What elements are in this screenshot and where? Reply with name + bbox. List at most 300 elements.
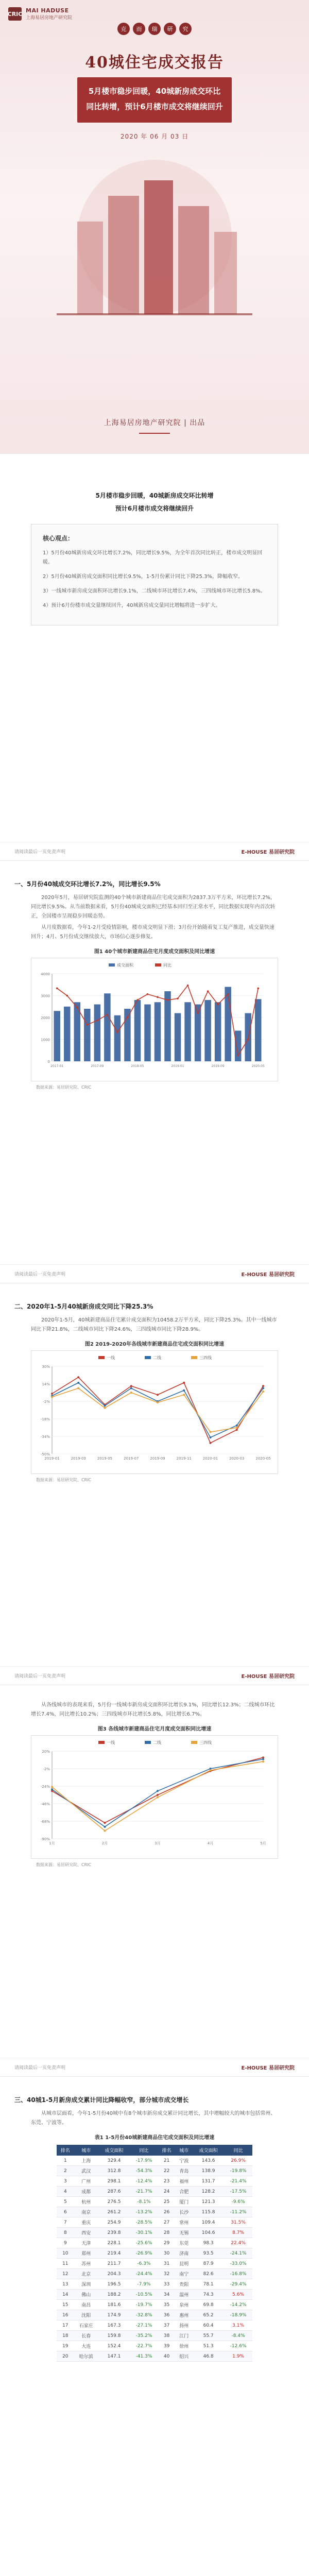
data-point xyxy=(183,1394,185,1396)
page-header xyxy=(0,1685,309,1700)
x-tick-label: 2019-01 xyxy=(44,1456,60,1461)
x-tick-label: 2017-01 xyxy=(50,1064,64,1068)
table-cell: 26.9% xyxy=(224,2156,252,2166)
legend-label: 二线 xyxy=(153,1355,161,1360)
data-point xyxy=(130,1387,132,1389)
page-section-2 xyxy=(0,1283,309,1685)
data-point xyxy=(157,1401,159,1403)
table-cell: 329.4 xyxy=(98,2156,130,2166)
table-cell: 35 xyxy=(158,2300,176,2310)
data-point xyxy=(96,1020,98,1022)
page-footer xyxy=(0,842,309,860)
bar xyxy=(134,1000,141,1061)
table-cell: -7.9% xyxy=(130,2279,158,2290)
bar xyxy=(94,1005,100,1062)
table-row xyxy=(57,2238,252,2248)
page-footer xyxy=(0,2058,309,2076)
table-cell: 重庆 xyxy=(74,2217,98,2228)
table-row xyxy=(57,2248,252,2259)
table-cell: 成都 xyxy=(74,2187,98,2197)
table-cell: 131.7 xyxy=(193,2176,224,2187)
legend-label: 一线 xyxy=(107,1355,115,1360)
legend-swatch xyxy=(145,1741,151,1744)
table-cell: 哈尔滨 xyxy=(74,2351,98,2362)
table-cell: 204.3 xyxy=(98,2269,130,2279)
table-cell: 98.3 xyxy=(193,2238,224,2248)
table-cell: 大连 xyxy=(74,2341,98,2351)
bar xyxy=(184,1002,191,1061)
figure-source: 数据来源：易居研究院、CRIC xyxy=(36,1862,92,1867)
data-point xyxy=(136,999,139,1001)
data-point xyxy=(66,995,68,997)
table-cell: 239.8 xyxy=(98,2228,130,2238)
table-cell: 6 xyxy=(57,2207,74,2217)
table-body xyxy=(57,2156,252,2362)
data-point xyxy=(157,1797,159,1799)
table-cell: 东莞 xyxy=(175,2238,193,2248)
y-tick-label: -2% xyxy=(43,1767,50,1771)
data-point xyxy=(177,997,179,999)
table-cell: 25 xyxy=(158,2197,176,2207)
footer-brand: E-HOUSE 易居研究院 xyxy=(241,850,295,855)
x-tick-label: 2020-05 xyxy=(251,1064,265,1068)
table-cell: 贵阳 xyxy=(175,2279,193,2290)
series-line xyxy=(52,1759,263,1826)
figure-title: 图3 各线城市新建商品住宅月度成交面积同比增速 xyxy=(97,1726,212,1732)
table-cell: 杭州 xyxy=(74,2197,98,2207)
table-row xyxy=(57,2166,252,2176)
bar xyxy=(255,999,261,1061)
table-cell: 徐州 xyxy=(175,2341,193,2351)
table-cell: -9.6% xyxy=(224,2197,252,2207)
table-cell: -33.0% xyxy=(224,2259,252,2269)
table-cell: -19.8% xyxy=(224,2166,252,2176)
table-cell: 128.2 xyxy=(193,2187,224,2197)
table-cell: 298.1 xyxy=(98,2176,130,2187)
table-cell: 33 xyxy=(158,2279,176,2290)
x-tick-label: 4月 xyxy=(207,1841,214,1845)
table-cell: 74.3 xyxy=(193,2290,224,2300)
y-tick-label: -18% xyxy=(40,1417,50,1421)
legend-swatch xyxy=(191,1741,197,1744)
table-cell: 14 xyxy=(57,2290,74,2300)
data-point xyxy=(104,1830,106,1832)
data-point xyxy=(157,996,159,998)
data-point xyxy=(76,1006,78,1008)
table-cell: 78.1 xyxy=(193,2279,224,2290)
table-cell: 1.9% xyxy=(224,2351,252,2362)
table-cell: 152.4 xyxy=(98,2341,130,2351)
table-cell: 28 xyxy=(158,2228,176,2238)
figure-title: 图1 40个城市新建商品住宅月度成交面积及同比增速 xyxy=(94,949,215,955)
data-point xyxy=(56,988,58,990)
table-cell: 4 xyxy=(57,2187,74,2197)
cover xyxy=(0,0,309,453)
table-cell: 211.7 xyxy=(98,2259,130,2269)
page-header xyxy=(0,1283,309,1298)
legend-swatch xyxy=(109,963,115,967)
table-cell: -12.4% xyxy=(130,2176,158,2187)
data-point xyxy=(104,1826,106,1828)
table-row xyxy=(57,2156,252,2166)
footer-brand: E-HOUSE 易居研究院 xyxy=(241,1674,295,1680)
table-cell: 7 xyxy=(57,2217,74,2228)
table-cell: 287.6 xyxy=(98,2187,130,2197)
table-header-row xyxy=(57,2145,252,2156)
table-row xyxy=(57,2176,252,2187)
chart-3-svg xyxy=(31,1736,279,1859)
x-tick-label: 2019-01 xyxy=(171,1064,184,1068)
cover-illustration xyxy=(36,149,273,335)
table-header-cell: 排名 xyxy=(57,2145,74,2156)
bar xyxy=(235,1031,241,1062)
y-tick-label: -46% xyxy=(40,1802,50,1806)
figure-title: 图2 2019-2020年各线城市新建商品住宅成交面积同比增速 xyxy=(84,1342,225,1347)
table-cell: -22.7% xyxy=(130,2341,158,2351)
table-cell: 15 xyxy=(57,2300,74,2310)
table-cell: -27.1% xyxy=(130,2320,158,2331)
bar xyxy=(54,1011,60,1061)
table-cell: 泉州 xyxy=(175,2300,193,2310)
table-cell: 31 xyxy=(158,2259,176,2269)
table-cell: 109.4 xyxy=(193,2217,224,2228)
table-cell: 22.4% xyxy=(224,2238,252,2248)
section-heading: 一、5月份40城成交环比增长7.2%，同比增长9.5% xyxy=(14,880,161,888)
logo-subtitle: 上海易居房地产研究院 xyxy=(26,15,73,21)
table-cell: 济南 xyxy=(175,2248,193,2259)
paragraph: 2020年1-5月，40城新建商品住宅累计成交面积为10458.2万平方米，同比下降25.3%。其中一线城市同比下降21.8%，二线城市同比下降24.6%，三四线城市同比下降28.9%。 xyxy=(31,1317,277,1332)
data-point xyxy=(167,999,169,1001)
data-point xyxy=(217,1004,219,1006)
page-section-3 xyxy=(0,1685,309,2076)
table-cell: 长沙 xyxy=(175,2207,193,2217)
table-cell: 27 xyxy=(158,2217,176,2228)
legend-label: 一线 xyxy=(107,1740,115,1745)
y-tick-label: 30% xyxy=(42,1365,50,1369)
summary-title: 核心观点： xyxy=(43,535,74,542)
table-cell: 167.3 xyxy=(98,2320,130,2331)
table-cell: 36 xyxy=(158,2310,176,2320)
table-cell: -14.2% xyxy=(224,2300,252,2310)
data-point xyxy=(157,1794,159,1796)
table-cell: 绍兴 xyxy=(175,2351,193,2362)
series-badges xyxy=(117,23,192,35)
data-point xyxy=(127,1016,129,1019)
figure-source: 数据来源：易居研究院、CRIC xyxy=(36,1085,92,1090)
report-heading: 5月楼市稳步回暖，40城新房成交环比转增 xyxy=(95,492,214,499)
y-tick-label: 1000 xyxy=(41,1038,50,1042)
y-tick-label: -68% xyxy=(40,1820,50,1824)
table-cell: -21.4% xyxy=(224,2176,252,2187)
legend-label: 三四线 xyxy=(199,1740,212,1745)
table-cell: 104.6 xyxy=(193,2228,224,2238)
table-cell: 江门 xyxy=(175,2331,193,2341)
data-point xyxy=(197,1012,199,1014)
data-point xyxy=(210,1436,212,1438)
table-cell: 51.3 xyxy=(193,2341,224,2351)
data-point xyxy=(262,1760,264,1762)
table-cell: -10.5% xyxy=(130,2290,158,2300)
table-cell: 38 xyxy=(158,2331,176,2341)
bar xyxy=(215,1002,221,1061)
table-cell: 常州 xyxy=(175,2217,193,2228)
y-tick-label: 14% xyxy=(42,1382,50,1386)
figure-source: 数据来源：易居研究院、CRIC xyxy=(36,1478,92,1482)
table-cell: 沈阳 xyxy=(74,2310,98,2320)
data-point xyxy=(262,1391,264,1393)
bar xyxy=(225,987,231,1062)
disclaimer-note: 请阅读最后一页免责声明 xyxy=(14,1272,66,1277)
table-cell: -24.4% xyxy=(130,2269,158,2279)
table-cell: 5 xyxy=(57,2197,74,2207)
y-tick-label: -2% xyxy=(43,1400,50,1404)
data-point xyxy=(157,1790,159,1792)
table-header-cell: 同比 xyxy=(224,2145,252,2156)
disclaimer-note: 请阅读最后一页免责声明 xyxy=(14,1674,66,1679)
table-row xyxy=(57,2279,252,2290)
table-cell: 21 xyxy=(158,2156,176,2166)
table-cell: 郑州 xyxy=(74,2248,98,2259)
table-cell: 佛山 xyxy=(74,2290,98,2300)
table-cell: 深圳 xyxy=(74,2279,98,2290)
table-cell: 福州 xyxy=(175,2176,193,2187)
data-point xyxy=(210,1431,212,1433)
table-cell: 广州 xyxy=(74,2176,98,2187)
table-row xyxy=(57,2269,252,2279)
y-tick-label: 4000 xyxy=(41,972,50,976)
series-badge: 克 xyxy=(117,23,130,35)
section-heading: 二、2020年1-5月40城新房成交同比下降25.3% xyxy=(14,1303,153,1310)
table-cell: 南宁 xyxy=(175,2269,193,2279)
table-row xyxy=(57,2259,252,2269)
table-cell: 174.9 xyxy=(98,2310,130,2320)
table-cell: 扬州 xyxy=(175,2320,193,2331)
table-cell: 北京 xyxy=(74,2269,98,2279)
bar xyxy=(154,1002,161,1061)
data-point xyxy=(104,1822,106,1824)
legend-label: 二线 xyxy=(153,1740,161,1745)
page-footer xyxy=(0,1264,309,1283)
page-header xyxy=(0,454,309,468)
data-point xyxy=(187,985,189,987)
table-cell: 138.9 xyxy=(193,2166,224,2176)
legend-swatch xyxy=(98,1741,105,1744)
bar xyxy=(104,993,110,1061)
table-cell: 16 xyxy=(57,2310,74,2320)
table-header-cell: 排名 xyxy=(158,2145,176,2156)
y-tick-label: -90% xyxy=(40,1837,50,1841)
data-point xyxy=(130,1392,132,1394)
data-point xyxy=(104,1405,106,1407)
data-point xyxy=(183,1382,185,1384)
x-tick-label: 2019-09 xyxy=(150,1456,165,1461)
table-cell: 南昌 xyxy=(74,2300,98,2310)
series-badge: 研 xyxy=(164,23,176,35)
bar xyxy=(84,1009,90,1061)
table-cell: 65.2 xyxy=(193,2310,224,2320)
table-cell: 13 xyxy=(57,2279,74,2290)
table-cell: 1 xyxy=(57,2156,74,2166)
table-row xyxy=(57,2290,252,2300)
data-point xyxy=(77,1382,79,1384)
footer-brand: E-HOUSE 易居研究院 xyxy=(241,1272,295,1278)
data-point xyxy=(77,1376,79,1378)
report-title: 40城住宅成交报告 xyxy=(85,54,224,72)
table-cell: 24 xyxy=(158,2187,176,2197)
table-cell: -29.4% xyxy=(224,2279,252,2290)
data-point xyxy=(236,1429,238,1431)
table-cell: -21.7% xyxy=(130,2187,158,2197)
legend-swatch xyxy=(155,963,161,967)
table-cell: -26.9% xyxy=(130,2248,158,2259)
headline-band xyxy=(77,77,232,123)
table-cell: 115.8 xyxy=(193,2207,224,2217)
table-cell: 147.1 xyxy=(98,2351,130,2362)
x-tick-label: 2019-03 xyxy=(71,1456,86,1461)
disclaimer-note: 请阅读最后一页免责声明 xyxy=(14,2065,66,2071)
table-cell: 惠州 xyxy=(175,2310,193,2320)
table-cell: 26 xyxy=(158,2207,176,2217)
footer-brand: E-HOUSE 易居研究院 xyxy=(241,2065,295,2071)
table-cell: 82.6 xyxy=(193,2269,224,2279)
table-cell: 181.6 xyxy=(98,2300,130,2310)
table-cell: 261.2 xyxy=(98,2207,130,2217)
x-tick-label: 2020-05 xyxy=(255,1456,271,1461)
table-cell: -8.1% xyxy=(130,2197,158,2207)
table-cell: 29 xyxy=(158,2238,176,2248)
table-cell: 温州 xyxy=(175,2290,193,2300)
data-point xyxy=(51,1396,53,1398)
table-cell: 南京 xyxy=(74,2207,98,2217)
table-cell: 312.8 xyxy=(98,2166,130,2176)
y-tick-label: 20% xyxy=(42,1750,50,1754)
table-cell: 20 xyxy=(57,2351,74,2362)
report-subheading: 预计6月楼市成交将继续回升 xyxy=(115,505,194,512)
data-point xyxy=(51,1788,53,1790)
series-badge: 瑞 xyxy=(148,23,161,35)
x-tick-label: 2019-11 xyxy=(176,1456,192,1461)
table-cell: -8.4% xyxy=(224,2331,252,2341)
data-point xyxy=(116,1031,118,1033)
data-point xyxy=(51,1393,53,1395)
table-cell: 32 xyxy=(158,2269,176,2279)
data-point xyxy=(227,993,229,995)
y-tick-label: -24% xyxy=(40,1785,50,1789)
table-row xyxy=(57,2207,252,2217)
table-row xyxy=(57,2197,252,2207)
table-cell: 厦门 xyxy=(175,2197,193,2207)
data-point xyxy=(262,1758,264,1760)
table-cell: -18.9% xyxy=(224,2310,252,2320)
table-cell: 2 xyxy=(57,2166,74,2176)
table-row xyxy=(57,2217,252,2228)
data-point xyxy=(210,1769,212,1771)
table-cell: 40 xyxy=(158,2351,176,2362)
y-tick-label: -34% xyxy=(40,1435,50,1439)
legend-label: 同比 xyxy=(163,963,171,968)
summary-item: 4）预计6月份楼市成交量继续回升，40城新房成交量同比增幅将进一步扩大。 xyxy=(43,603,221,608)
x-tick-label: 2019-05 xyxy=(97,1456,113,1461)
legend-label: 三四线 xyxy=(199,1355,212,1360)
table-cell: 60.4 xyxy=(193,2320,224,2331)
page-footer xyxy=(0,1666,309,1685)
table-cell: 93.5 xyxy=(193,2248,224,2259)
table-cell: -28.5% xyxy=(130,2217,158,2228)
data-point xyxy=(107,1014,109,1016)
divider xyxy=(139,433,170,434)
series-badge: 究 xyxy=(179,23,192,35)
table-header-cell: 城市 xyxy=(175,2145,193,2156)
summary-box xyxy=(31,524,278,625)
table-cell: 上海 xyxy=(74,2156,98,2166)
table-cell: 55.7 xyxy=(193,2331,224,2341)
chart-2 xyxy=(31,1350,278,1474)
table-cell: 5.6% xyxy=(224,2290,252,2300)
x-tick-label: 2020-03 xyxy=(229,1456,245,1461)
table-cell: 219.4 xyxy=(98,2248,130,2259)
table-cell: 10 xyxy=(57,2248,74,2259)
table-cell: 苏州 xyxy=(74,2259,98,2269)
table-cell: -6.3% xyxy=(130,2259,158,2269)
legend-swatch xyxy=(191,1356,197,1359)
table-cell: 159.8 xyxy=(98,2331,130,2341)
table-cell: 青岛 xyxy=(175,2166,193,2176)
table-row xyxy=(57,2187,252,2197)
headline-line: 同比转增，预计6月楼市成交将继续回升 xyxy=(86,102,223,111)
data-point xyxy=(130,1385,132,1387)
y-tick-label: 0 xyxy=(47,1060,50,1064)
page-section-1 xyxy=(0,860,309,1283)
table-cell: 17 xyxy=(57,2320,74,2331)
data-point xyxy=(210,1442,212,1444)
table-title: 表1 1-5月份40城新建商品住宅成交面积及同比增速 xyxy=(94,2135,215,2141)
table-cell: 天津 xyxy=(74,2238,98,2248)
table-cell: 69.8 xyxy=(193,2300,224,2310)
table-cell: 31.5% xyxy=(224,2217,252,2228)
bar xyxy=(64,1007,70,1061)
x-tick-label: 2017-09 xyxy=(91,1064,104,1068)
table-cell: 196.5 xyxy=(98,2279,130,2290)
legend-swatch xyxy=(145,1356,151,1359)
legend-swatch xyxy=(98,1356,105,1359)
table-row xyxy=(57,2228,252,2238)
bar xyxy=(204,1000,211,1061)
table-cell: 87.9 xyxy=(193,2259,224,2269)
disclaimer-note: 请阅读最后一页免责声明 xyxy=(14,850,66,855)
data-point xyxy=(51,1786,53,1788)
table-cell: 23 xyxy=(158,2176,176,2187)
chart-1 xyxy=(31,958,278,1081)
table-cell: 228.1 xyxy=(98,2238,130,2248)
x-tick-label: 2月 xyxy=(101,1841,108,1845)
table-row xyxy=(57,2310,252,2320)
cover-publisher: 上海易居房地产研究院 | 出品 xyxy=(104,419,205,427)
table-header-cell: 城市 xyxy=(74,2145,98,2156)
table-cell: -16.8% xyxy=(224,2269,252,2279)
summary-item: 3）一线城市新房成交面积环比增长9.1%，二线城市环比增长7.4%，三四线城市环比增长5.8%。 xyxy=(43,588,266,594)
x-tick-label: 5月 xyxy=(260,1841,266,1845)
y-tick-label: -50% xyxy=(40,1452,50,1456)
table-row xyxy=(57,2300,252,2310)
bar xyxy=(144,1005,150,1062)
table-cell: 8 xyxy=(57,2228,74,2238)
table-cell: 长春 xyxy=(74,2331,98,2341)
chart-1-svg xyxy=(31,958,279,1082)
table-cell: 22 xyxy=(158,2166,176,2176)
table-row xyxy=(57,2331,252,2341)
data-point xyxy=(262,1387,264,1389)
table-cell: 39 xyxy=(158,2341,176,2351)
